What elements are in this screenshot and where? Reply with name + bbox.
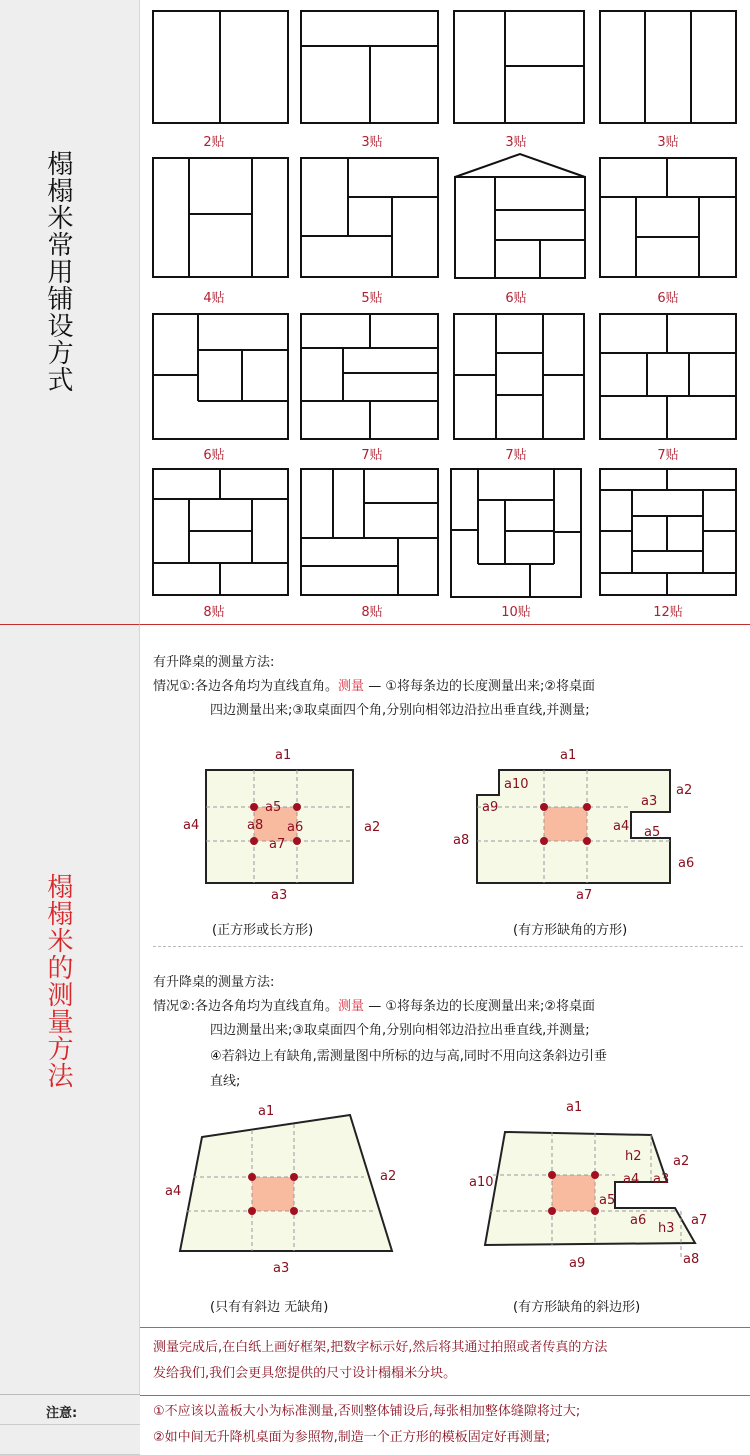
diagram-slanted-notched bbox=[465, 1095, 725, 1285]
label-a9: a9 bbox=[482, 800, 499, 815]
pattern-5 bbox=[300, 157, 440, 279]
case2-line4: 直线; bbox=[210, 1074, 241, 1089]
pattern-label: 7贴 bbox=[505, 448, 527, 463]
label-a10: a10 bbox=[469, 1175, 494, 1190]
case2-line3: ④若斜边上有缺角,需测量图中所标的边与高,同时不用向这条斜边引垂 bbox=[210, 1049, 607, 1064]
label-a2: a2 bbox=[676, 783, 693, 798]
pattern-2 bbox=[152, 10, 289, 125]
label-a5: a5 bbox=[644, 825, 661, 840]
label-a4: a4 bbox=[613, 819, 630, 834]
case1-line1: 情况①:各边各角均为直线直角。测量 — ①将每条边的长度测量出来;②将桌面 bbox=[153, 679, 596, 694]
label-a3: a3 bbox=[641, 794, 658, 809]
case2-line2: 四边测量出来;③取桌面四个角,分别向相邻边沿拉出垂直线,并测量; bbox=[210, 1023, 590, 1038]
label-a4: a4 bbox=[623, 1172, 640, 1187]
pattern-label: 6贴 bbox=[203, 448, 225, 463]
pattern-6c bbox=[152, 313, 289, 440]
label-a1: a1 bbox=[275, 748, 292, 763]
label-a6: a6 bbox=[630, 1213, 647, 1228]
label-a2: a2 bbox=[673, 1154, 690, 1169]
pattern-label: 5贴 bbox=[361, 291, 383, 306]
pattern-8a bbox=[152, 468, 289, 596]
case2-right-caption: (有方形缺角的斜边形) bbox=[513, 1300, 641, 1315]
pattern-label: 6贴 bbox=[505, 291, 527, 306]
pattern-label: 7贴 bbox=[657, 448, 679, 463]
pattern-label: 4贴 bbox=[203, 291, 225, 306]
pattern-label: 8贴 bbox=[203, 605, 225, 620]
label-a4: a4 bbox=[165, 1184, 182, 1199]
label-h2: h2 bbox=[625, 1149, 642, 1164]
label-a8: a8 bbox=[683, 1252, 700, 1267]
pattern-label: 10贴 bbox=[501, 605, 531, 620]
label-a2: a2 bbox=[364, 820, 381, 835]
pattern-10 bbox=[450, 468, 582, 598]
case1-left-caption: (正方形或长方形) bbox=[212, 923, 314, 938]
label-a5: a5 bbox=[599, 1193, 616, 1208]
section-divider bbox=[140, 624, 750, 625]
diagram-notched-square bbox=[448, 740, 708, 910]
pattern-label: 2贴 bbox=[203, 135, 225, 150]
label-a4: a4 bbox=[183, 818, 200, 833]
label-a3: a3 bbox=[273, 1261, 290, 1276]
case2-left-caption: (只有有斜边 无缺角) bbox=[210, 1300, 329, 1315]
pattern-4 bbox=[152, 157, 289, 279]
label-h3: h3 bbox=[658, 1221, 675, 1236]
closing-divider bbox=[140, 1327, 750, 1328]
pattern-6b bbox=[599, 157, 737, 279]
sidebar-section-measure bbox=[0, 624, 140, 1394]
pattern-label: 3贴 bbox=[361, 135, 383, 150]
label-a7: a7 bbox=[269, 837, 286, 852]
label-a6: a6 bbox=[678, 856, 695, 871]
label-a10: a10 bbox=[504, 777, 529, 792]
pattern-12 bbox=[599, 468, 737, 596]
pattern-label: 3贴 bbox=[657, 135, 679, 150]
section-title-measure: 榻榻米的测量方法 bbox=[43, 873, 73, 1089]
label-a1: a1 bbox=[258, 1104, 275, 1119]
case1-line2: 四边测量出来;③取桌面四个角,分别向相邻边沿拉出垂直线,并测量; bbox=[210, 703, 590, 718]
closing-line1: 测量完成后,在白纸上画好框架,把数字标示好,然后将其通过拍照或者传真的方法 bbox=[153, 1340, 608, 1355]
case1-right-caption: (有方形缺角的方形) bbox=[513, 923, 628, 938]
case2-line1: 情况②:各边各角均为直线直角。测量 — ①将每条边的长度测量出来;②将桌面 bbox=[153, 999, 596, 1014]
note-item-2: ②如中间无升降机桌面为参照物,制造一个正方形的模板固定好再测量; bbox=[153, 1430, 551, 1445]
pattern-label: 8贴 bbox=[361, 605, 383, 620]
pattern-7c bbox=[599, 313, 737, 440]
label-a9: a9 bbox=[569, 1256, 586, 1271]
label-a8: a8 bbox=[453, 833, 470, 848]
pattern-3c bbox=[599, 10, 737, 125]
label-a3: a3 bbox=[271, 888, 288, 903]
label-a7: a7 bbox=[576, 888, 593, 903]
note-label: 注意: bbox=[46, 1406, 78, 1421]
label-a5: a5 bbox=[265, 800, 282, 815]
pattern-8b bbox=[300, 468, 440, 596]
case-divider bbox=[153, 946, 743, 947]
pattern-label: 6贴 bbox=[657, 291, 679, 306]
label-a1: a1 bbox=[566, 1100, 583, 1115]
pattern-label: 7贴 bbox=[361, 448, 383, 463]
label-a8: a8 bbox=[247, 818, 264, 833]
pattern-7a bbox=[300, 313, 440, 440]
sidebar-section-layouts bbox=[0, 0, 140, 624]
diagram-rectangle bbox=[175, 740, 415, 910]
case1-heading: 有升降桌的测量方法: bbox=[153, 655, 275, 670]
pattern-label: 3贴 bbox=[505, 135, 527, 150]
pattern-label: 12贴 bbox=[653, 605, 683, 620]
closing-line2: 发给我们,我们会更具您提供的尺寸设计榻榻米分块。 bbox=[153, 1366, 457, 1381]
notes-divider bbox=[140, 1395, 750, 1396]
note-item-1: ①不应该以盖板大小为标准测量,否则整体铺设后,每张相加整体缝隙将过大; bbox=[153, 1404, 581, 1419]
pattern-3a bbox=[300, 10, 440, 125]
label-a2: a2 bbox=[380, 1169, 397, 1184]
label-a3: a3 bbox=[653, 1172, 670, 1187]
label-a1: a1 bbox=[560, 748, 577, 763]
section-title-layouts: 榻榻米常用铺设方式 bbox=[43, 150, 73, 393]
diagram-slanted bbox=[160, 1095, 400, 1285]
label-a7: a7 bbox=[691, 1213, 708, 1228]
pattern-3b bbox=[453, 10, 585, 125]
pattern-6a bbox=[453, 152, 587, 280]
label-a6: a6 bbox=[287, 820, 304, 835]
case2-heading: 有升降桌的测量方法: bbox=[153, 975, 275, 990]
pattern-7b bbox=[453, 313, 585, 440]
